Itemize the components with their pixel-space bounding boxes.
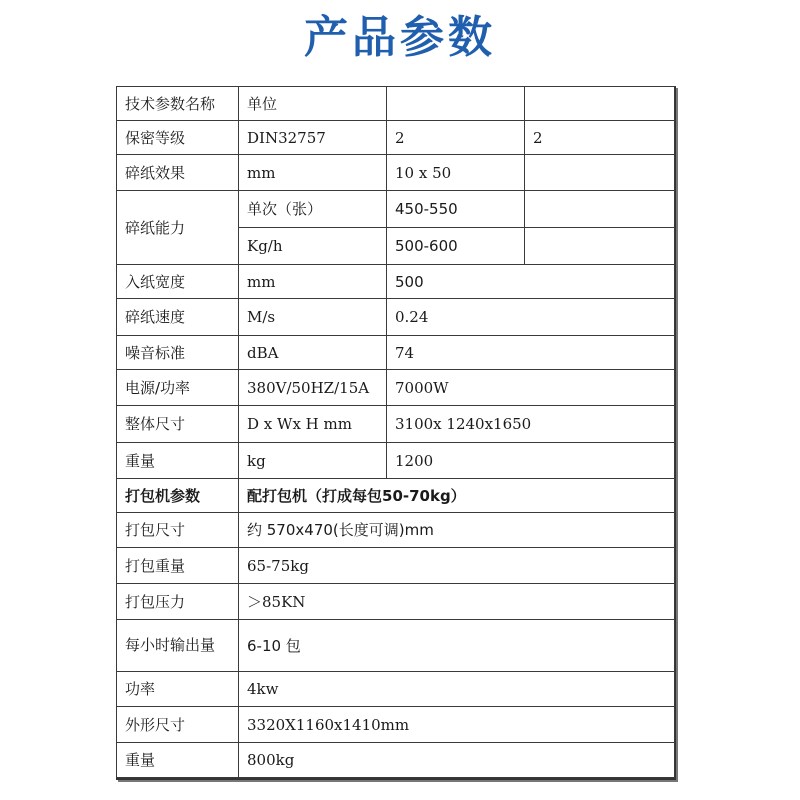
table-row-dimensions: [117, 707, 675, 743]
row-label: 电源/功率: [117, 370, 239, 406]
row-value: 6-10 包: [239, 620, 675, 672]
row-label: 重量: [117, 743, 239, 778]
row-label: 碎纸效果: [117, 155, 239, 191]
row-label: 整体尺寸: [117, 406, 239, 443]
row-value: 4kw: [239, 672, 675, 707]
row-value: 65-75kg: [239, 548, 675, 584]
row-value: 800kg: [239, 743, 675, 778]
table-row-power: [117, 370, 675, 406]
row-value: 10 x 50: [387, 155, 525, 191]
row-value: 1200: [387, 443, 675, 479]
row-label: 功率: [117, 672, 239, 707]
row-label: 保密等级: [117, 121, 239, 155]
baler-header-value: 配打包机（打成每包50-70kg）: [239, 479, 675, 513]
row-value: 500-600: [387, 228, 525, 265]
row-value: 450-550: [387, 191, 525, 228]
table-row-bale-weight: [117, 548, 675, 584]
table-row-noise: [117, 336, 675, 370]
row-label: 打包压力: [117, 584, 239, 620]
baler-header-label: 打包机参数: [117, 479, 239, 513]
row-unit: 380V/50HZ/15A: [239, 370, 387, 406]
row-label: 每小时输出量: [117, 620, 239, 672]
table-row-power-kw: [117, 672, 675, 707]
row-label: 重量: [117, 443, 239, 479]
row-label: 打包重量: [117, 548, 239, 584]
row-value: 500: [387, 265, 675, 299]
row-empty: [525, 228, 675, 265]
row-label: 碎纸能力: [117, 191, 239, 265]
row-unit: M/s: [239, 299, 387, 336]
row-label: 打包尺寸: [117, 513, 239, 548]
spec-sheet: [116, 86, 676, 780]
row-value: 约 570x470(长度可调)mm: [239, 513, 675, 548]
spec-table: [116, 86, 675, 778]
row-value: 3320X1160x1410mm: [239, 707, 675, 743]
row-empty: [525, 155, 675, 191]
header-unit: 单位: [239, 87, 387, 121]
row-unit: dBA: [239, 336, 387, 370]
row-unit: D x Wx H mm: [239, 406, 387, 443]
row-label: 碎纸速度: [117, 299, 239, 336]
table-row-size: [117, 406, 675, 443]
table-row-effect: [117, 155, 675, 191]
header-empty-2: [525, 87, 675, 121]
table-row-bale-size: [117, 513, 675, 548]
table-row-bale-pressure: [117, 584, 675, 620]
row-unit: kg: [239, 443, 387, 479]
table-row-speed: [117, 299, 675, 336]
table-row-weight: [117, 443, 675, 479]
row-unit: mm: [239, 155, 387, 191]
table-row-baler-header: [117, 479, 675, 513]
table-row-security-level: [117, 121, 675, 155]
table-row-capacity-1: [117, 191, 675, 228]
table-row-header: [117, 87, 675, 121]
row-value-2: 2: [525, 121, 675, 155]
row-label: 外形尺寸: [117, 707, 239, 743]
row-value: 0.24: [387, 299, 675, 336]
header-param-name: 技术参数名称: [117, 87, 239, 121]
table-row-width: [117, 265, 675, 299]
table-row-baler-weight: [117, 743, 675, 778]
row-unit: DIN32757: [239, 121, 387, 155]
row-unit: 单次（张）: [239, 191, 387, 228]
row-label: 入纸宽度: [117, 265, 239, 299]
row-value: 3100x 1240x1650: [387, 406, 675, 443]
row-unit: mm: [239, 265, 387, 299]
page-title: 产品参数: [304, 12, 496, 63]
header-empty-1: [387, 87, 525, 121]
row-empty: [525, 191, 675, 228]
row-unit: Kg/h: [239, 228, 387, 265]
row-value: 74: [387, 336, 675, 370]
row-value: 7000W: [387, 370, 675, 406]
table-row-hourly-output: [117, 620, 675, 672]
row-value: ＞85KN: [239, 584, 675, 620]
row-value: 2: [387, 121, 525, 155]
row-label: 噪音标准: [117, 336, 239, 370]
